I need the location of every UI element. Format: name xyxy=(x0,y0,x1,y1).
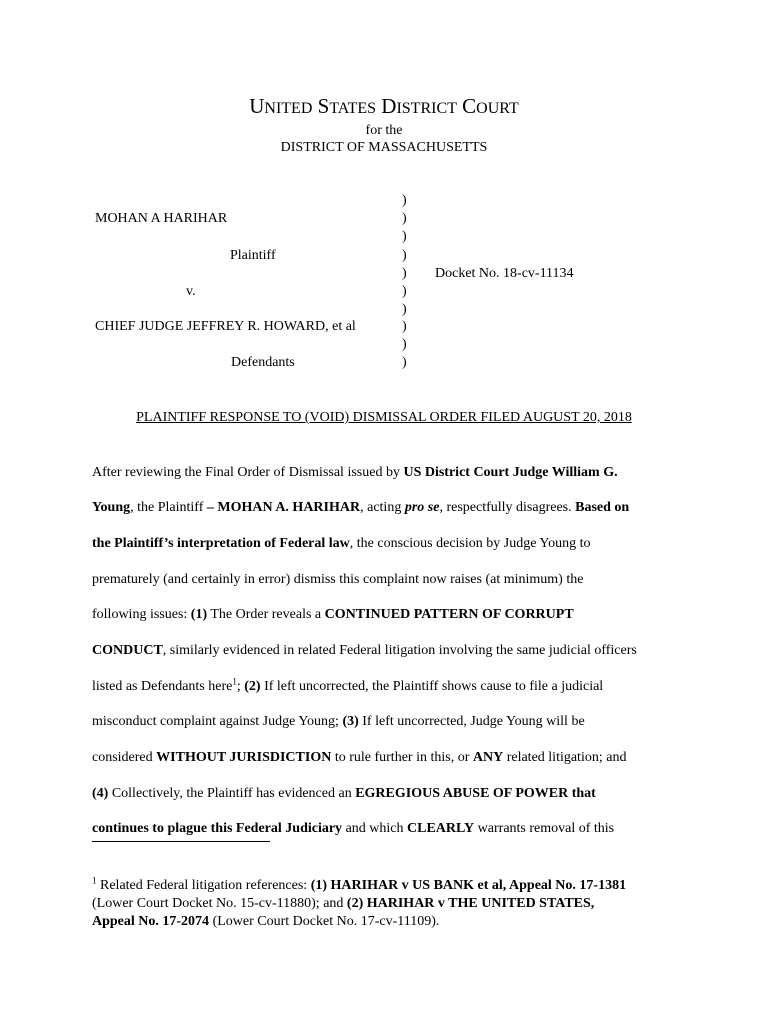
versus: v. xyxy=(186,284,196,299)
court-district: DISTRICT OF MASSACHUSETTS xyxy=(280,140,488,155)
caption-paren: ) xyxy=(402,337,407,352)
body-line: the Plaintiff’s interpretation of Federal law, the conscious decision by Judge Young to xyxy=(92,536,591,551)
body-line: considered WITHOUT JURISDICTION to rule further in this, or ANY related litigation; and xyxy=(92,750,627,765)
document-title: PLAINTIFF RESPONSE TO (VOID) DISMISSAL ORDER FILED AUGUST 20, 2018 xyxy=(136,410,632,425)
court-for: for the xyxy=(365,123,403,138)
body-line: CONDUCT, similarly evidenced in related Federal litigation involving the same judicial officers xyxy=(92,643,637,658)
body-line: After reviewing the Final Order of Dismissal issued by US District Court Judge William G. xyxy=(92,465,618,480)
footnote-line: Appeal No. 17-2074 (Lower Court Docket No. 17-cv-11109). xyxy=(92,914,440,929)
court-title: UNITED STATES DISTRICT COURT xyxy=(249,94,519,118)
footnote-line: (Lower Court Docket No. 15-cv-11880); and (2) HARIHAR v THE UNITED STATES, xyxy=(92,896,595,911)
caption-paren: ) xyxy=(402,266,407,281)
body-line: misconduct complaint against Judge Young; (3) If left uncorrected, Judge Young will be xyxy=(92,714,585,729)
docket-number: Docket No. 18-cv-11134 xyxy=(435,266,574,281)
caption-paren: ) xyxy=(402,193,407,208)
body-line: prematurely (and certainly in error) dismiss this complaint now raises (at minimum) the xyxy=(92,572,584,587)
caption-paren: ) xyxy=(402,355,407,370)
body-line: following issues: (1) The Order reveals a CONTINUED PATTERN OF CORRUPT xyxy=(92,607,574,622)
caption-paren: ) xyxy=(402,284,407,299)
footnote-line: $^1$ Related Federal litigation references: (1) HARIHAR v US BANK et al, Appeal No. 17-1381 xyxy=(92,875,627,893)
body-line: (4) Collectively, the Plaintiff has evidenced an EGREGIOUS ABUSE OF POWER that xyxy=(92,786,596,801)
defendant-role: Defendants xyxy=(231,355,295,370)
body-line: Young, the Plaintiff – MOHAN A. HARIHAR, acting pro se, respectfully disagrees. Based on xyxy=(92,500,630,515)
plaintiff-role: Plaintiff xyxy=(230,248,276,263)
body-line: listed as Defendants here$^1$; (2) If left uncorrected, the Plaintiff shows cause to file a judicial xyxy=(92,676,604,694)
footnote-number: 1 xyxy=(92,875,97,886)
footnote-divider xyxy=(92,841,270,842)
caption-paren: ) xyxy=(402,302,407,317)
defendant-name: CHIEF JUDGE JEFFREY R. HOWARD, et al xyxy=(95,319,356,334)
footnote-ref: 1 xyxy=(232,676,237,687)
caption-paren: ) xyxy=(402,248,407,263)
caption-paren: ) xyxy=(402,319,407,334)
caption-paren: ) xyxy=(402,211,407,226)
plaintiff-name: MOHAN A HARIHAR xyxy=(95,211,228,226)
body-line: continues to plague this Federal Judiciary and which CLEARLY warrants removal of this xyxy=(92,821,615,836)
caption-paren: ) xyxy=(402,229,407,244)
